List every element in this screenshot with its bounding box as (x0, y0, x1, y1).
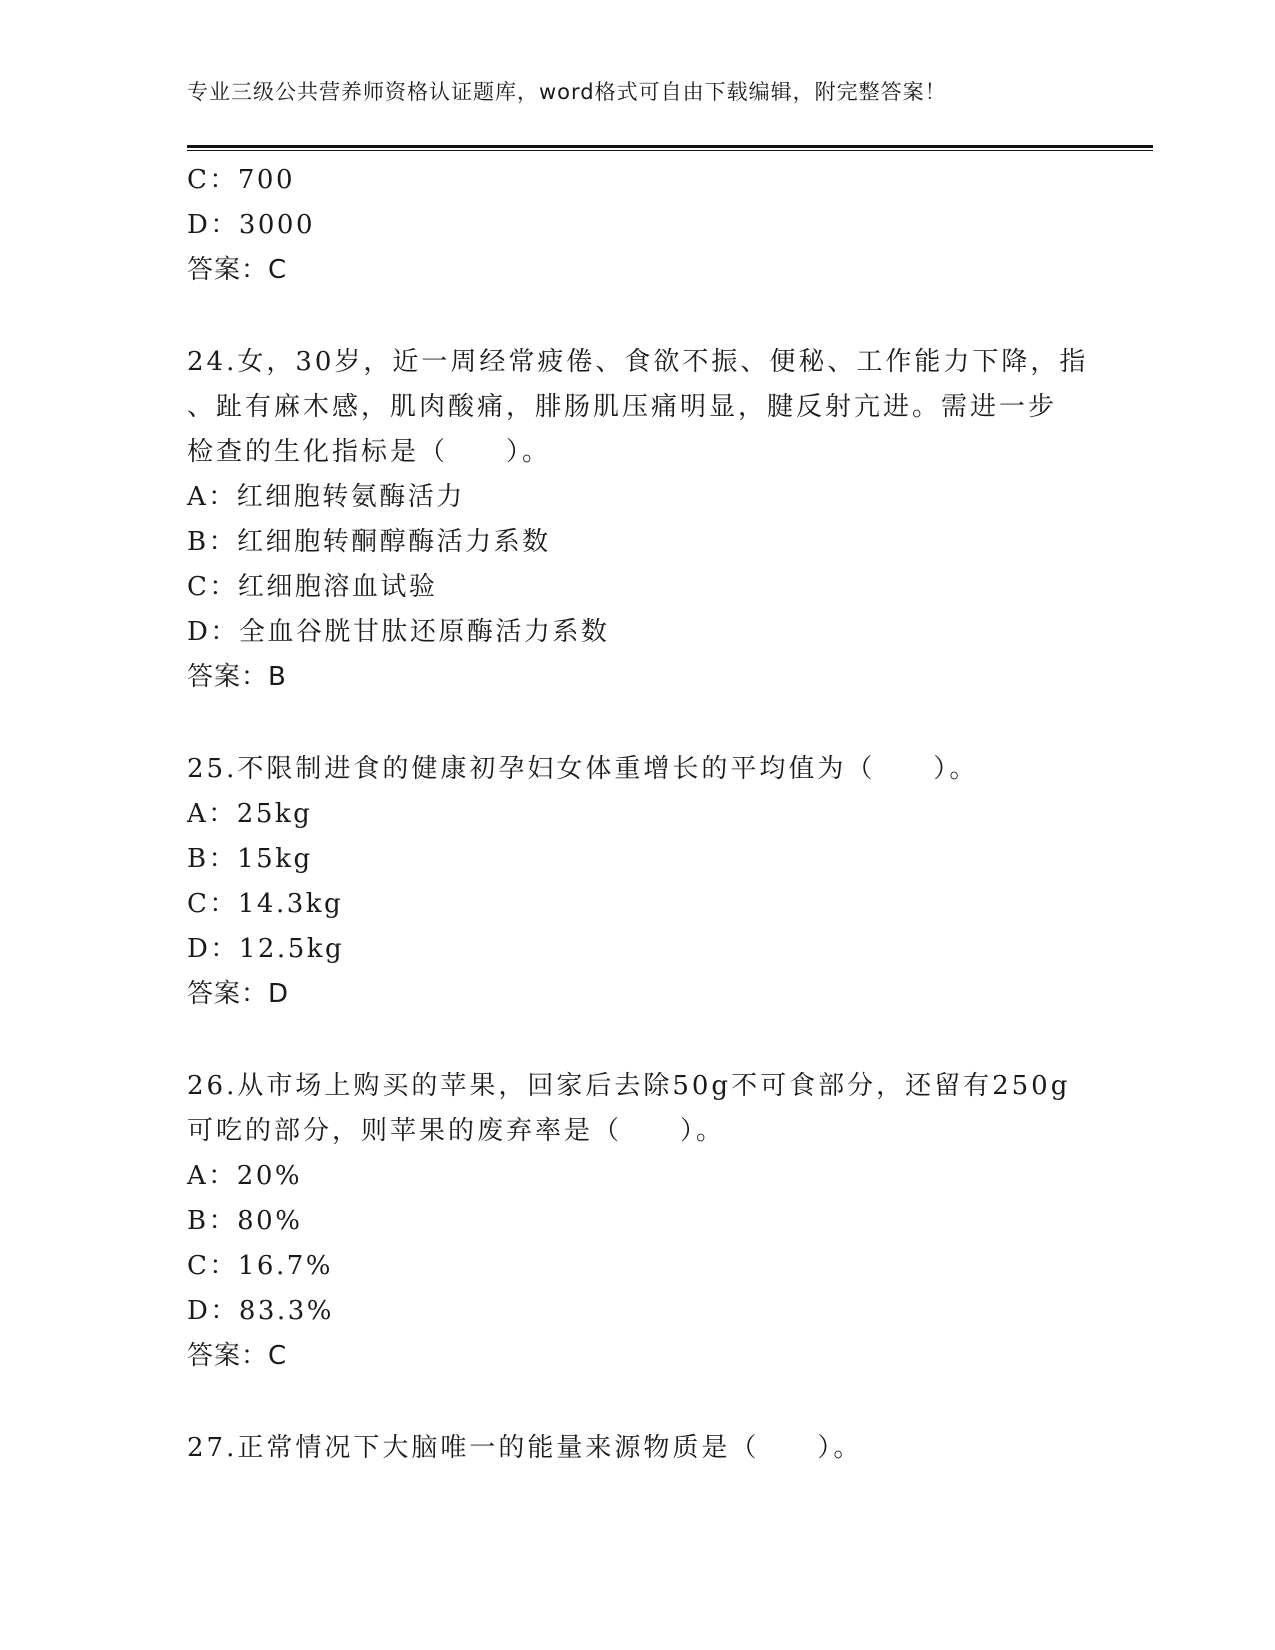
answer-line: 答案：C (187, 255, 288, 285)
stem-line: 25.不限制进食的健康初孕妇女体重增长的平均值为（ ）。 (187, 754, 979, 784)
header-rule-thin (187, 150, 1153, 151)
answer-line: 答案：B (187, 662, 287, 692)
option-a: A：20% (187, 1161, 303, 1191)
header-rule-thick (187, 145, 1153, 148)
stem-line: 可吃的部分，则苹果的废弃率是（ ）。 (187, 1116, 726, 1146)
stem-line: 24.女，30岁，近一周经常疲倦、食欲不振、便秘、工作能力下降，指 (187, 347, 1089, 377)
option-d: D：83.3% (187, 1296, 334, 1326)
stem-line: 、趾有麻木感，肌肉酸痛，腓肠肌压痛明显，腱反射亢进。需进一步 (187, 392, 1058, 422)
question-stem (187, 340, 1087, 475)
question-content (187, 158, 1087, 1471)
option-a: A：25kg (187, 799, 313, 829)
option-d: D：3000 (187, 210, 316, 240)
answer-line: 答案：D (187, 979, 290, 1009)
option-d: D：全血谷胱甘肽还原酶活力系数 (187, 617, 610, 647)
question-stem (187, 1426, 1087, 1471)
question-27 (187, 1426, 1087, 1471)
question-stem (187, 747, 1087, 792)
stem-line: 27.正常情况下大脑唯一的能量来源物质是（ ）。 (187, 1433, 863, 1463)
previous-question-tail (187, 158, 1087, 293)
option-d: D：12.5kg (187, 934, 345, 964)
stem-line: 检查的生化指标是（ ）。 (187, 437, 552, 467)
option-c: C：16.7% (187, 1251, 333, 1281)
option-b: B：15kg (187, 844, 313, 874)
question-25 (187, 747, 1087, 1017)
option-c: C：14.3kg (187, 889, 344, 919)
question-24 (187, 340, 1087, 700)
page-header: 专业三级公共营养师资格认证题库，word格式可自由下载编辑，附完整答案！ (187, 80, 947, 104)
option-a: A：红细胞转氨酶活力 (187, 482, 465, 512)
option-b: B：红细胞转酮醇酶活力系数 (187, 527, 551, 557)
question-26 (187, 1064, 1087, 1379)
question-stem (187, 1064, 1087, 1154)
stem-line: 26.从市场上购买的苹果，回家后去除50g不可食部分，还留有250g (187, 1071, 1071, 1101)
option-b: B：80% (187, 1206, 303, 1236)
option-c: C：700 (187, 165, 296, 195)
answer-line: 答案：C (187, 1341, 288, 1371)
option-c: C：红细胞溶血试验 (187, 572, 438, 602)
